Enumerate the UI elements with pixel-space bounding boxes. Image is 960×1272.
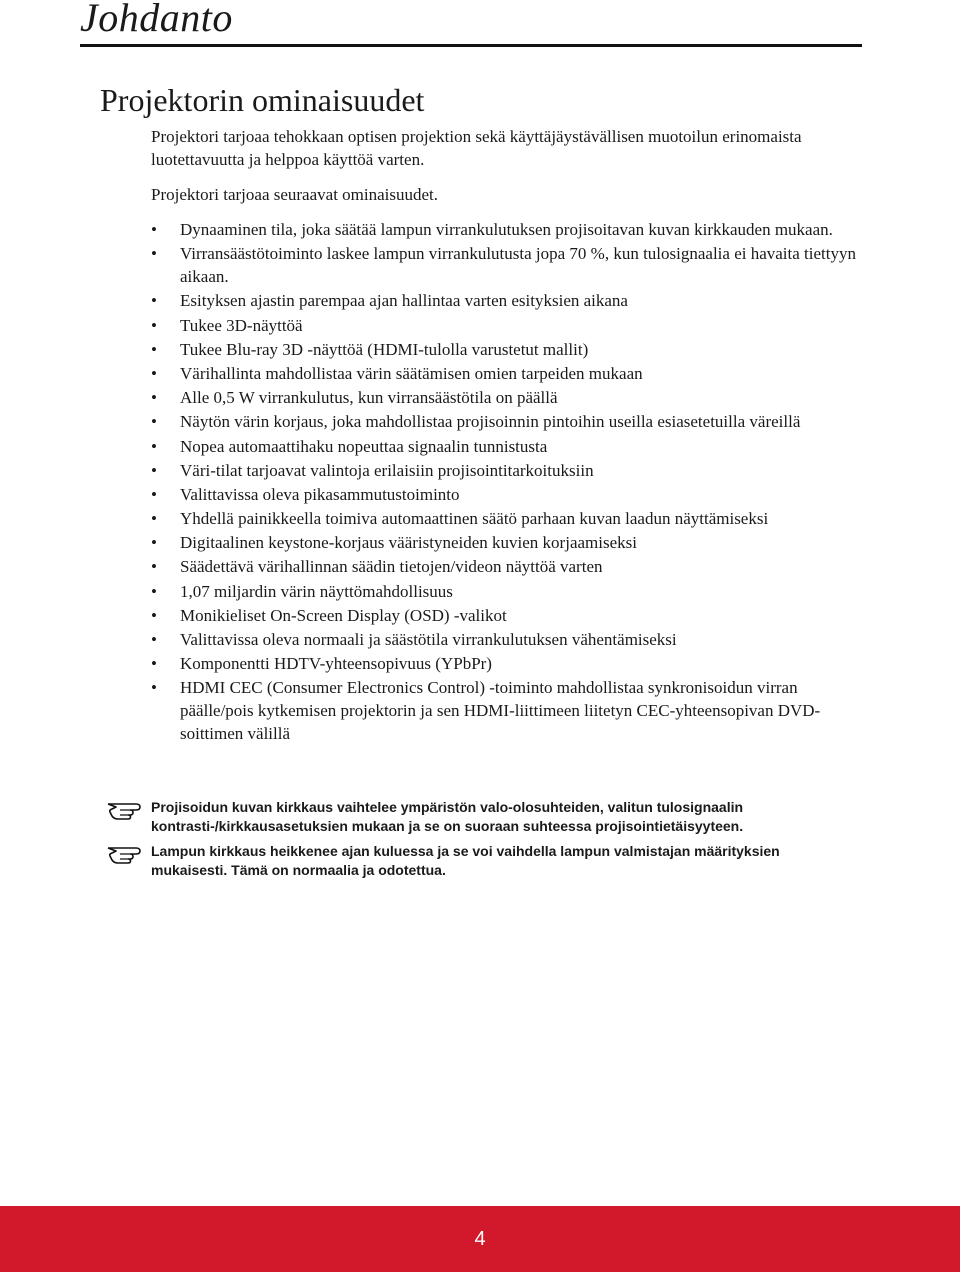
feature-item: [151, 531, 871, 554]
section-title: Projektorin ominaisuudet: [100, 82, 425, 118]
feature-item: [151, 628, 871, 651]
bullet-icon: •: [151, 412, 157, 432]
feature-text: Nopea automaattihaku nopeuttaa signaalin tunnistusta: [180, 436, 548, 456]
bullet-icon: •: [151, 315, 157, 335]
feature-text: Tukee Blu-ray 3D -näyttöä (HDMI-tulolla varustetut mallit): [180, 339, 589, 359]
feature-item: [151, 652, 871, 675]
feature-item: [151, 604, 871, 627]
feature-item: [151, 314, 871, 337]
feature-item: [151, 580, 871, 603]
bullet-icon: •: [151, 484, 157, 504]
feature-text: Säädettävä värihallinnan säädin tietojen/videon näyttöä varten: [180, 557, 603, 577]
bullet-icon: •: [151, 557, 157, 577]
feature-text: Esityksen ajastin parempaa ajan hallintaa varten esityksien aikana: [180, 291, 628, 311]
chapter-title: Johdanto: [80, 0, 233, 40]
bullet-icon: •: [151, 581, 157, 601]
bullet-icon: •: [151, 654, 157, 674]
feature-text: Komponentti HDTV-yhteensopivuus (YPbPr): [180, 654, 492, 674]
note-text: Projisoidun kuvan kirkkaus vaihtelee ympäristön valo-olosuhteiden, valitun tulosignaalin kontrasti-/kirkkausasetuksien mukaan ja se on suoraan suhteessa projisointietäisyyteen.: [151, 799, 744, 834]
feature-item: [151, 435, 871, 458]
feature-text: Yhdellä painikkeella toimiva automaattinen säätö parhaan kuvan laadun näyttämiseksi: [180, 509, 769, 529]
chapter-rule: [80, 44, 862, 47]
feature-text: Tukee 3D-näyttöä: [180, 315, 303, 335]
feature-text: Näytön värin korjaus, joka mahdollistaa projisoinnin pintoihin useilla esiasetetuilla väreillä: [180, 412, 801, 432]
feature-text: Digitaalinen keystone-korjaus vääristyneiden kuvien korjaamiseksi: [180, 533, 637, 553]
feature-item: [151, 483, 871, 506]
pointing-hand-icon: [106, 798, 146, 822]
bullet-icon: •: [151, 678, 157, 698]
main-content: [151, 125, 871, 747]
intro-paragraph: Projektori tarjoaa tehokkaan optisen projektion sekä käyttäjäystävällisen muotoilun erinomaista luotettavuutta ja helppoa käyttöä varten.: [151, 127, 802, 169]
feature-text: Valittavissa oleva normaali ja säästötila virrankulutuksen vähentämiseksi: [180, 630, 677, 649]
bullet-icon: •: [151, 533, 157, 553]
pointing-hand-icon: [106, 842, 146, 866]
feature-text: Valittavissa oleva pikasammutustoiminto: [180, 484, 460, 504]
bullet-icon: •: [151, 291, 157, 311]
feature-item: [151, 242, 871, 288]
page-number: 4: [474, 1228, 486, 1250]
feature-item: [151, 676, 871, 745]
feature-item: [151, 507, 871, 530]
feature-item: [151, 410, 871, 433]
feature-text: Alle 0,5 W virrankulutus, kun virransäästötila on päällä: [180, 388, 558, 408]
feature-text: 1,07 miljardin värin näyttömahdollisuus: [180, 581, 453, 601]
feature-item: [151, 555, 871, 578]
bullet-icon: •: [151, 630, 157, 649]
feature-item: [151, 362, 871, 385]
note-text: Lampun kirkkaus heikkenee ajan kuluessa ja se voi vaihdella lampun valmistajan määrityksien mukaisesti. Tämä on normaalia ja odotettua.: [151, 843, 780, 878]
feature-item: [151, 289, 871, 312]
feature-text: Väri-tilat tarjoavat valintoja erilaisiin projisointitarkoituksiin: [180, 460, 594, 480]
feature-list: [151, 218, 871, 745]
bullet-icon: •: [151, 388, 157, 408]
feature-text: Värihallinta mahdollistaa värin säätämisen omien tarpeiden mukaan: [180, 363, 643, 383]
feature-text: Monikieliset On-Screen Display (OSD) -valikot: [180, 605, 507, 625]
feature-item: [151, 218, 871, 241]
bullet-icon: •: [151, 363, 157, 383]
feature-text: HDMI CEC (Consumer Electronics Control) -toiminto mahdollistaa synkronisoidun virran päälle/pois kytkemisen projektorin ja sen HDMI-liittimeen liitetyn CEC-yhteensopivan DVD-soittimen välillä: [180, 678, 821, 744]
feature-item: [151, 338, 871, 361]
bullet-icon: •: [151, 339, 157, 359]
feature-text: Dynaaminen tila, joka säätää lampun virrankulutuksen projisoitavan kuvan kirkkauden mukaan.: [180, 220, 833, 239]
bullet-icon: •: [151, 220, 157, 239]
note: [106, 798, 846, 836]
bullet-icon: •: [151, 244, 157, 264]
feature-text: Virransäästötoiminto laskee lampun virrankulutusta jopa 70 %, kun tulosignaalia ei havaita tiettyyn aikaan.: [180, 244, 856, 287]
feature-item: [151, 459, 871, 482]
bullet-icon: •: [151, 436, 157, 456]
bullet-icon: •: [151, 605, 157, 625]
note: [106, 842, 846, 880]
bullet-icon: •: [151, 509, 157, 529]
feature-item: [151, 386, 871, 409]
bullet-icon: •: [151, 460, 157, 480]
intro-lead-in: Projektori tarjoaa seuraavat ominaisuudet.: [151, 185, 439, 204]
